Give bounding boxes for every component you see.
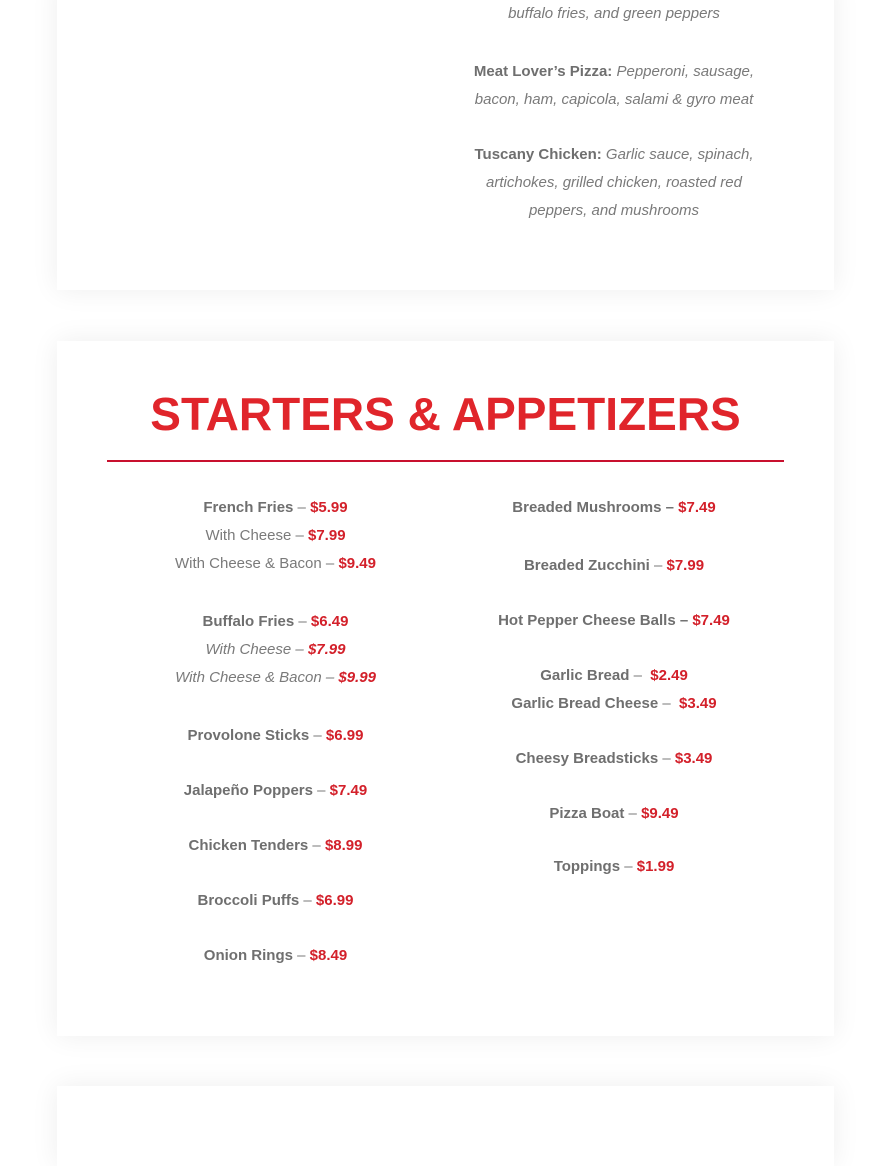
item-separator: – — [629, 667, 651, 684]
menu-item-broccoli-puffs — [107, 887, 444, 915]
menu-item-hot-pepper-cheese-balls — [471, 607, 757, 635]
item-name: Garlic Bread Cheese — [511, 695, 659, 712]
pizza-item-description: buffalo fries, and green peppers — [508, 5, 720, 22]
item-name: Provolone Sticks — [187, 727, 310, 744]
item-separator: – — [308, 837, 325, 854]
menu-item-french-fries — [107, 494, 444, 522]
item-price: $8.99 — [324, 837, 363, 854]
item-separator: – — [293, 499, 311, 516]
item-name: With Cheese — [205, 641, 292, 658]
item-price: $3.49 — [679, 695, 717, 712]
item-separator: – — [312, 782, 330, 799]
item-separator: – — [291, 641, 308, 658]
item-name: Pizza Boat — [549, 805, 625, 822]
pizza-item-tuscany-chicken — [471, 141, 757, 225]
item-name: French Fries — [203, 499, 294, 516]
menu-item-chicken-tenders — [107, 832, 444, 860]
item-price: $9.99 — [338, 669, 376, 686]
item-name: Chicken Tenders — [188, 837, 309, 854]
item-price: $9.49 — [641, 805, 679, 822]
item-name: Cheesy Breadsticks — [515, 750, 659, 767]
item-name: With Cheese & Bacon — [175, 669, 322, 686]
menu-item-jalapeno-poppers — [107, 777, 444, 805]
menu-item-pizza-boat — [471, 800, 757, 828]
menu-item-buffalo-fries-cheese — [107, 636, 444, 664]
item-name: With Cheese — [205, 527, 292, 544]
menu-item-buffalo-fries — [107, 608, 444, 636]
item-price: $1.99 — [636, 858, 675, 875]
pizza-item-description: Garlic sauce, spinach, artichokes, grilled chicken, roasted red peppers, and mushrooms — [486, 146, 754, 219]
item-price: $2.49 — [650, 667, 688, 684]
item-name: Breaded Mushrooms – — [512, 499, 679, 516]
pizza-item-partial — [471, 0, 757, 28]
pizza-menu-card — [57, 0, 834, 290]
menu-item-buffalo-fries-cheese-bacon — [107, 664, 444, 692]
menu-item-garlic-bread — [471, 662, 757, 690]
menu-item-breaded-zucchini — [471, 552, 757, 580]
item-separator: – — [299, 892, 316, 909]
item-separator: – — [309, 727, 326, 744]
pizza-item-meat-lovers — [471, 58, 757, 114]
item-price: $7.49 — [678, 499, 716, 516]
item-price: $7.99 — [307, 641, 346, 658]
menu-item-french-fries-cheese — [107, 522, 444, 550]
item-price: $6.99 — [315, 892, 354, 909]
item-name: Buffalo Fries — [202, 613, 295, 630]
item-separator: – — [620, 858, 637, 875]
item-name: Jalapeño Poppers — [183, 782, 313, 799]
item-separator: – — [292, 947, 310, 964]
menu-item-toppings — [471, 853, 757, 881]
menu-item-onion-rings — [107, 942, 444, 970]
section-title: STARTERS & APPETIZERS — [150, 388, 741, 440]
item-price: $7.49 — [329, 782, 368, 799]
item-price: $6.99 — [325, 727, 364, 744]
title-divider — [107, 460, 784, 462]
item-separator: – — [658, 750, 675, 767]
item-price: $9.49 — [338, 555, 376, 572]
item-separator: – — [624, 805, 642, 822]
item-price: $7.99 — [666, 557, 705, 574]
item-price: $5.99 — [310, 499, 348, 516]
pizza-item-name: Meat Lover’s Pizza: — [473, 63, 613, 80]
item-price: $7.49 — [692, 612, 730, 629]
item-separator: – — [658, 695, 680, 712]
pizza-item-description: Pepperoni, sausage, bacon, ham, capicola, salami & gyro meat — [474, 63, 755, 108]
menu-item-cheesy-breadsticks — [471, 745, 757, 773]
menu-item-french-fries-cheese-bacon — [107, 550, 444, 578]
item-price: $7.99 — [308, 527, 346, 544]
item-name: Garlic Bread — [540, 667, 630, 684]
item-separator: – — [294, 613, 311, 630]
item-name: Hot Pepper Cheese Balls – — [498, 612, 693, 629]
pizza-item-name: Tuscany Chicken: — [474, 146, 602, 163]
item-price: $3.49 — [674, 750, 713, 767]
item-name: Broccoli Puffs — [197, 892, 300, 909]
menu-item-provolone-sticks — [107, 722, 444, 750]
menu-item-garlic-bread-cheese — [471, 690, 757, 718]
item-separator: – — [649, 557, 667, 574]
item-separator: – — [321, 669, 339, 686]
next-menu-card — [57, 1086, 834, 1166]
starters-menu-card — [57, 341, 834, 1036]
item-separator: – — [291, 527, 308, 544]
item-price: $6.49 — [310, 613, 349, 630]
item-name: Breaded Zucchini — [523, 557, 650, 574]
item-price: $8.49 — [309, 947, 348, 964]
menu-item-breaded-mushrooms — [471, 494, 757, 522]
item-name: Toppings — [553, 858, 621, 875]
item-name: With Cheese & Bacon — [175, 555, 322, 572]
item-separator: – — [321, 555, 339, 572]
item-name: Onion Rings — [203, 947, 293, 964]
